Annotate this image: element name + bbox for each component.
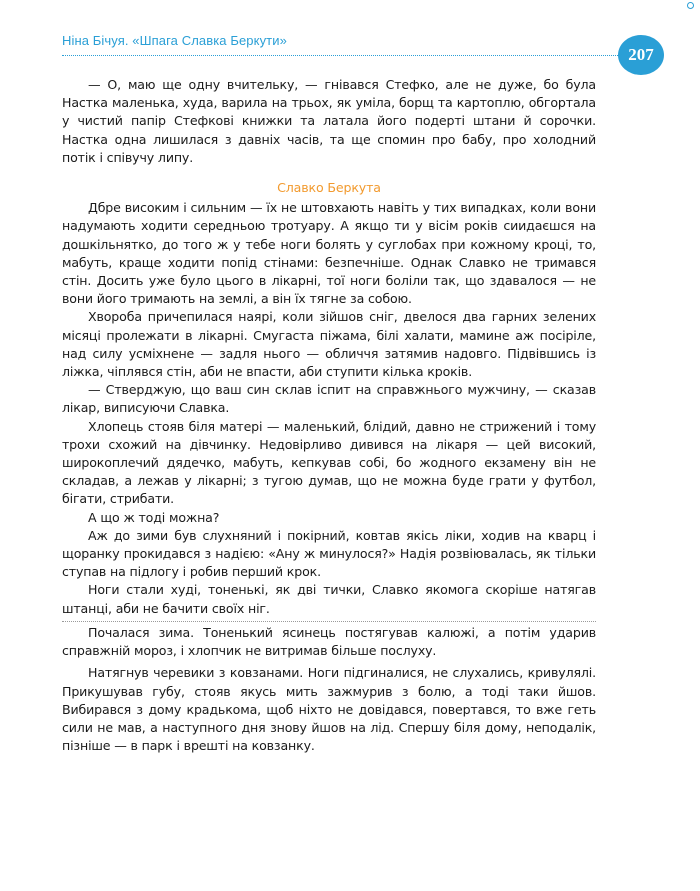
body-paragraph: Почалася зима. Тоненький ясинець постягував калюжі, а потім ударив справжній мороз, і хлопчик не витримав більше послуху. [62,624,596,659]
section-dotted-divider [62,621,596,622]
body-paragraph: Хлопець стояв біля матері — маленький, блідий, давно не стрижений і тому трохи схожий на дівчинку. Недовірливо дивився на лікаря — цей високий, широкоплечий дядечко, мабуть, кепкував собі, бо жодного екзамену він не складав, а лежав у лікарні; з тугою думав, що не можна буде грати у футбол, бігати, стрибати. [62,418,596,507]
body-paragraph: Дбре високим і сильним — їх не штовхають навіть у тих випадках, коли вони надумають ходити середньою тротуару. А якщо ти у вісім років сиидаєшся на дошкільнятко, до того ж у тебе ноги болять у суглобах при кожному кроці, то, мабуть, краще ходити попід стінами: безпечніше. Однак Славко не тримався стін. Досить уже було цього в лікарні, тої ноги боліли так, що здавалося — не вони його тримають на землі, а він їх тягне за собою. [62,200,596,307]
publisher-logo [687,2,694,9]
header-dotted-rule [62,55,624,56]
intro-paragraph: — О, маю ще одну вчительку, — гнівався Стефко, але не дуже, бо була Настка маленька, худа, варила на трьох, як уміла, борщ та картоплю, обгортала у чистий папір Стефкові книжки та латала його подерті штани й сорочки. Настка одна лишилася з давніх часів, та ще спомин про бабу, про холодний потік і співучу липу. [62,77,596,165]
page-number-badge: 207 [618,35,664,75]
body-paragraph: Натягнув черевики з ковзанами. Ноги підгиналися, не слухались, кривулялі. Прикушував губу, стояв якусь мить зажмурив з болю, а тоді таки йшов. Вибирався з дому крадькома, щоб ніхто не довідався, повертався, то вже геть сили не мав, а наступного дня знову йшов на лід. Спершу біля дому, неподалік, пізніше — в парк і врешті на ковзанку. [62,665,596,754]
page-body [62,76,596,755]
section-title: Славко Беркута [277,180,381,196]
body-paragraph: Ноги стали худі, тоненькі, як дві тички, Славко якомога скоріше натягав штанці, аби не бачити своїх ніг. [62,582,596,616]
body-paragraph: А що ж тоді можна? [88,509,220,525]
body-paragraph: Хвороба причепилася наярі, коли зійшов сніг, двелося два гарних зелених місяці пролежати в лікарні. Смугаста піжама, білі халати, мамине аж посіріле, над силу усміхнене — задля нього — обличчя затямив надовго. Підвівшись із ліжка, чіплявся стін, аби не впасти, аби ступити кілька кроків. [62,309,596,380]
running-header-title: Ніна Бічуя. «Шпага Славка Беркути» [62,33,287,48]
body-paragraph: — Стверджую, що ваш син склав іспит на справжнього мужчину, — сказав лікар, виписуючи Славка. [62,382,596,416]
body-paragraph: Аж до зими був слухняний і покірний, ковтав якісь ліки, ходив на кварц і щоранку прокидався з надією: «Ану ж минулося?» Надія розвіювалась, як тільки ступав на підлогу і робив перший крок. [62,527,596,580]
circle-logo-icon [687,2,694,9]
